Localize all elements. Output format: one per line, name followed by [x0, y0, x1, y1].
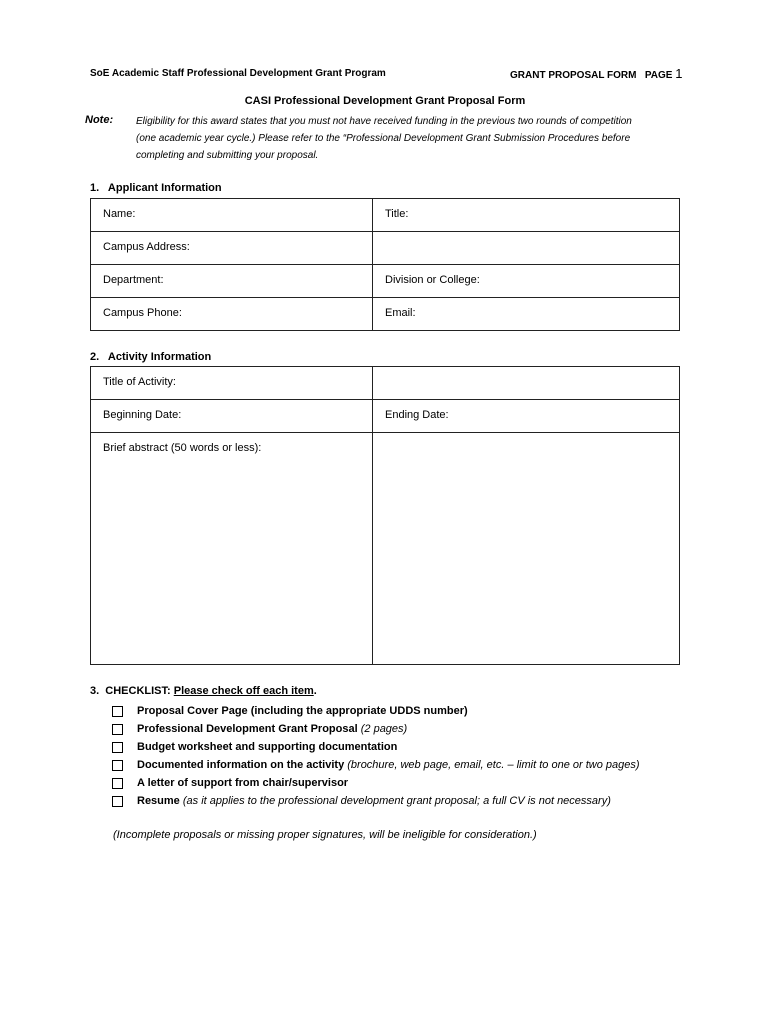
- checkbox-icon[interactable]: [112, 706, 123, 717]
- checklist: [112, 702, 640, 810]
- checklist-heading-prefix: 3. CHECKLIST:: [90, 685, 174, 697]
- footnote: (Incomplete proposals or missing proper signatures, will be ineligible for consideration.): [113, 829, 537, 841]
- checklist-item-label: Documented information on the activity: [137, 759, 348, 771]
- section-checklist-heading: [90, 685, 317, 697]
- checklist-item-support-letter: [112, 774, 640, 792]
- table-row: [91, 367, 680, 400]
- campus-address-value-field[interactable]: [373, 232, 680, 265]
- checkbox-icon[interactable]: [112, 760, 123, 771]
- checklist-item-label: Resume: [137, 795, 183, 807]
- checklist-item-label: Proposal Cover Page (including the appropriate UDDS number): [137, 705, 468, 717]
- table-row: [91, 265, 680, 298]
- checklist-item-proposal: [112, 720, 640, 738]
- checkbox-icon[interactable]: [112, 778, 123, 789]
- beginning-date-field[interactable]: Beginning Date:: [91, 400, 373, 433]
- checklist-item-cover-page: [112, 702, 640, 720]
- email-field[interactable]: Email:: [373, 298, 680, 331]
- checklist-item-resume: [112, 792, 640, 810]
- header-program: SoE Academic Staff Professional Development Grant Program: [90, 68, 386, 79]
- checklist-heading-suffix: .: [313, 685, 317, 697]
- name-field[interactable]: Name:: [91, 199, 373, 232]
- applicant-info-table: [90, 198, 680, 331]
- ending-date-field[interactable]: Ending Date:: [373, 400, 680, 433]
- checklist-item-documented-info: [112, 756, 640, 774]
- table-row: [91, 400, 680, 433]
- checklist-item-label: Budget worksheet and supporting documentation: [137, 741, 398, 753]
- campus-phone-field[interactable]: Campus Phone:: [91, 298, 373, 331]
- note-text: [136, 113, 676, 164]
- note-line-3: completing and submitting your proposal.: [136, 150, 319, 161]
- checkbox-icon[interactable]: [112, 724, 123, 735]
- campus-address-field[interactable]: Campus Address:: [91, 232, 373, 265]
- title-field[interactable]: Title:: [373, 199, 680, 232]
- checklist-heading-instruction: Please check off each item: [173, 685, 314, 697]
- table-row: [91, 232, 680, 265]
- activity-title-value-field[interactable]: [373, 367, 680, 400]
- checklist-item-label: A letter of support from chair/supervisor: [137, 777, 349, 789]
- table-row: [91, 433, 680, 665]
- department-field[interactable]: Department:: [91, 265, 373, 298]
- header-page-number: 1: [675, 66, 683, 81]
- table-row: [91, 199, 680, 232]
- abstract-field[interactable]: Brief abstract (50 words or less):: [91, 433, 373, 665]
- header-form-label: [510, 66, 682, 81]
- section-applicant-heading: 1. Applicant Information: [90, 182, 222, 194]
- activity-title-field[interactable]: Title of Activity:: [91, 367, 373, 400]
- checklist-item-budget: [112, 738, 640, 756]
- checklist-item-note: (brochure, web page, email, etc. – limit to one or two pages): [347, 759, 640, 771]
- note-line-2: (one academic year cycle.) Please refer to the “Professional Development Grant Submission Procedures before: [136, 133, 631, 144]
- checkbox-icon[interactable]: [112, 796, 123, 807]
- checklist-item-note: (as it applies to the professional development grant proposal; a full CV is not necessary): [182, 795, 611, 807]
- division-field[interactable]: Division or College:: [373, 265, 680, 298]
- activity-info-table: [90, 366, 680, 665]
- note-line-1: Eligibility for this award states that you must not have received funding in the previous two rounds of competition: [136, 116, 632, 127]
- checklist-item-note: (2 pages): [360, 723, 408, 735]
- checkbox-icon[interactable]: [112, 742, 123, 753]
- note-label: Note:: [85, 114, 114, 126]
- header-form-text: GRANT PROPOSAL FORM PAGE: [510, 70, 673, 81]
- abstract-value-field[interactable]: [373, 433, 680, 665]
- section-activity-heading: 2. Activity Information: [90, 351, 212, 363]
- checklist-item-label: Professional Development Grant Proposal: [137, 723, 361, 735]
- form-title: CASI Professional Development Grant Proposal Form: [244, 95, 526, 107]
- table-row: [91, 298, 680, 331]
